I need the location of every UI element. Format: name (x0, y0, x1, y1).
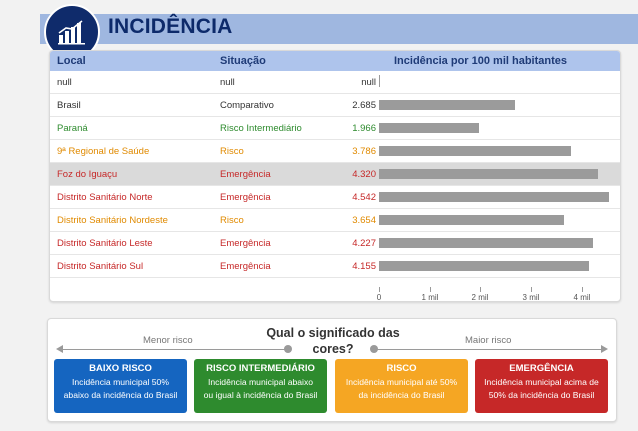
column-header-situacao[interactable]: Situação (220, 55, 266, 67)
lower-risk-label: Menor risco (143, 335, 193, 346)
cell-situacao: Risco (220, 215, 244, 226)
table-row[interactable] (50, 163, 621, 186)
legend-title (258, 325, 408, 357)
arrow-line-left (62, 349, 288, 350)
cell-incidence-value: 3.654 (352, 215, 376, 226)
table-row[interactable] (50, 186, 621, 209)
cell-local: Foz do Iguaçu (57, 169, 118, 180)
cell-incidence-value: 4.227 (352, 238, 376, 249)
bar-chart-icon (57, 19, 87, 45)
cell-situacao: Emergência (220, 238, 271, 249)
axis-tick-label: 2 mil (471, 293, 489, 302)
table-row[interactable] (50, 117, 621, 140)
table-row[interactable] (50, 255, 621, 278)
cell-situacao: Emergência (220, 261, 271, 272)
incidence-bar[interactable] (379, 169, 598, 179)
cell-situacao: Risco (220, 146, 244, 157)
table-row[interactable] (50, 94, 621, 117)
cell-incidence-value: 3.786 (352, 146, 376, 157)
arrow-right-icon (601, 345, 608, 353)
axis-tick (379, 287, 380, 292)
cell-situacao: Comparativo (220, 100, 274, 111)
legend-box-desc: 50% da incidência do Brasil (488, 390, 595, 400)
incidence-bar[interactable] (379, 100, 515, 110)
incidence-bar[interactable] (379, 146, 571, 156)
table-header (50, 51, 621, 71)
cell-local: Distrito Sanitário Nordeste (57, 215, 168, 226)
legend-title-line2: cores? (312, 342, 354, 356)
legend-box-emerg-ncia (475, 359, 608, 413)
cell-local: Paraná (57, 123, 88, 134)
legend-box-desc: Incidência municipal até 50% (345, 377, 458, 387)
legend-box-desc: da incidência do Brasil (358, 390, 445, 400)
legend-box-baixo-risco (54, 359, 187, 413)
cell-local: 9ª Regional de Saúde (57, 146, 150, 157)
cell-incidence-value: 4.155 (352, 261, 376, 272)
legend-box-risco (335, 359, 468, 413)
axis-tick (430, 287, 431, 292)
cell-incidence-value: 4.320 (352, 169, 376, 180)
legend-box-title: EMERGÊNCIA (509, 363, 574, 374)
color-legend (47, 318, 617, 422)
cell-incidence-value: null (361, 77, 376, 88)
incidence-bar[interactable] (379, 192, 609, 202)
axis-tick-label: 1 mil (421, 293, 439, 302)
cell-situacao: Emergência (220, 192, 271, 203)
arrow-dot-left (284, 345, 292, 353)
cell-incidence-value: 2.685 (352, 100, 376, 111)
table-row[interactable] (50, 71, 621, 94)
legend-box-title: RISCO INTERMEDIÁRIO (206, 363, 315, 374)
cell-local: Distrito Sanitário Norte (57, 192, 153, 203)
arrow-line-right (376, 349, 602, 350)
axis-tick-label: 3 mil (522, 293, 540, 302)
null-bar-marker (379, 75, 380, 87)
incidence-bar[interactable] (379, 261, 589, 271)
higher-risk-label: Maior risco (465, 335, 512, 346)
cell-situacao: Emergência (220, 169, 271, 180)
incidence-bar[interactable] (379, 215, 564, 225)
table-row[interactable] (50, 209, 621, 232)
cell-incidence-value: 4.542 (352, 192, 376, 203)
cell-local: Brasil (57, 100, 81, 111)
column-header-local[interactable]: Local (57, 55, 86, 67)
legend-box-title: BAIXO RISCO (89, 363, 152, 374)
table-row[interactable] (50, 140, 621, 163)
incidence-table (49, 50, 621, 302)
cell-situacao: Risco Intermediário (220, 123, 302, 134)
cell-local: Distrito Sanitário Sul (57, 261, 144, 272)
x-axis (50, 287, 621, 302)
legend-box-title: RISCO (386, 363, 417, 374)
cell-local: null (57, 77, 72, 88)
axis-tick (582, 287, 583, 292)
page-title: INCIDÊNCIA (108, 15, 233, 38)
legend-box-desc: Incidência municipal acima de (484, 377, 599, 387)
incidence-bar[interactable] (379, 238, 593, 248)
incidence-bar[interactable] (379, 123, 479, 133)
cell-incidence-value: 1.966 (352, 123, 376, 134)
table-row[interactable] (50, 232, 621, 255)
legend-box-risco-intermedi-rio (194, 359, 327, 413)
axis-tick (531, 287, 532, 292)
axis-tick-label: 4 mil (573, 293, 591, 302)
legend-box-desc: Incidência municipal abaixo (207, 377, 314, 387)
column-header-incidencia[interactable]: Incidência por 100 mil habitantes (394, 55, 567, 67)
cell-situacao: null (220, 77, 235, 88)
legend-title-line1: Qual o significado das (266, 326, 400, 340)
axis-tick (480, 287, 481, 292)
legend-box-desc: abaixo da incidência do Brasil (63, 390, 178, 400)
legend-box-desc: Incidência municipal 50% (72, 377, 169, 387)
axis-tick-label: 0 (376, 293, 382, 302)
legend-box-desc: ou igual à incidência do Brasil (203, 390, 318, 400)
cell-local: Distrito Sanitário Leste (57, 238, 153, 249)
